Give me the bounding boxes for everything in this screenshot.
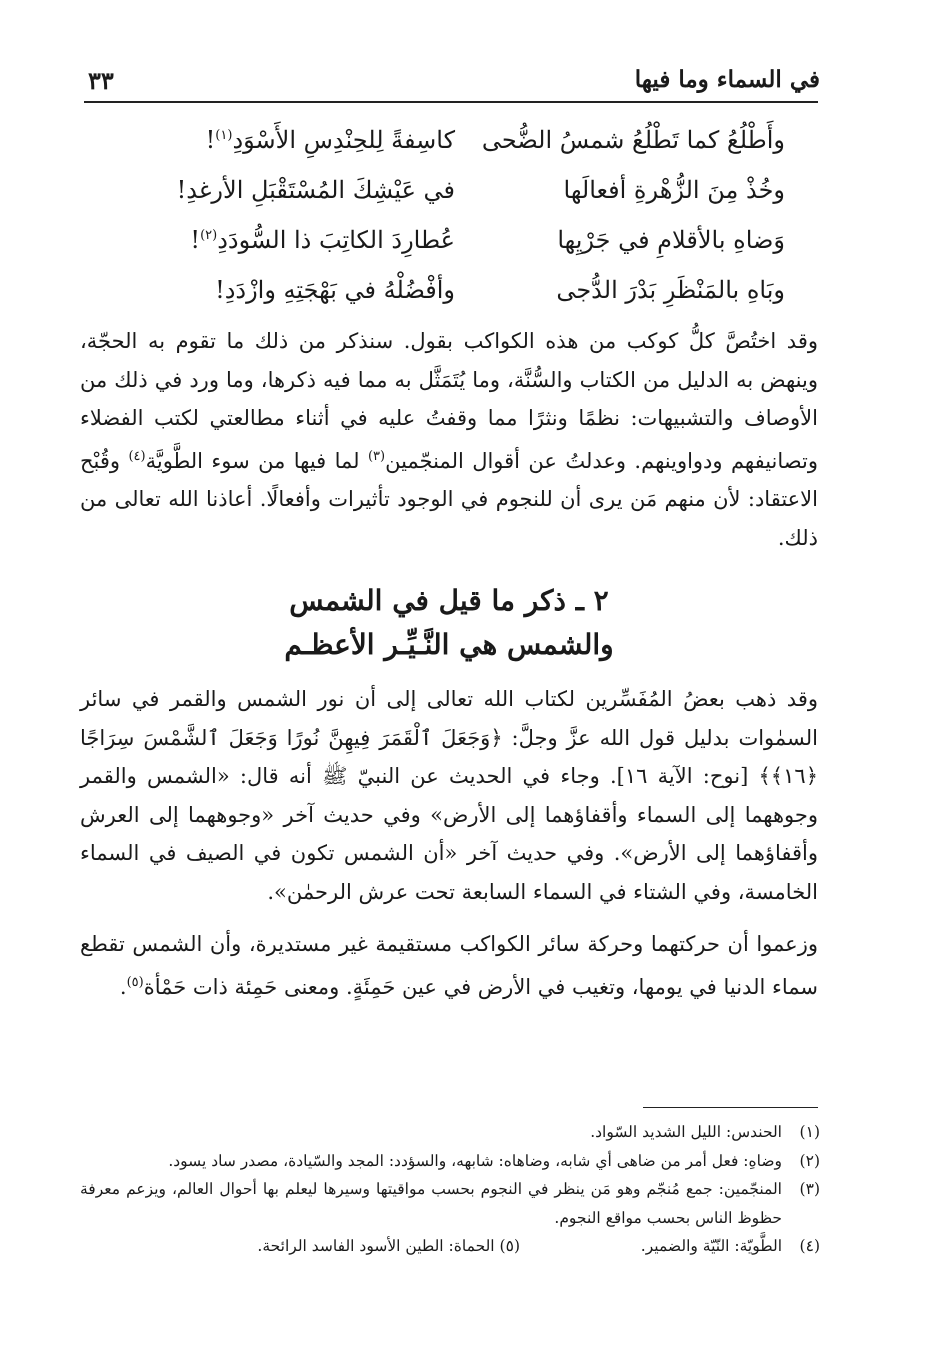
footnote-number: (٣) xyxy=(799,1180,820,1198)
verse-line xyxy=(135,270,785,320)
body-paragraph: وقد ذهب بعضُ المُفَسِّرين لكتاب الله تعالى إلى أن نور الشمس والقمر في سائر السمٰوات بدليل قول الله عزَّ وجلَّ: ﴿وَجَعَلَ ٱلْقَمَرَ فِيهِنَّ نُورًا وَجَعَلَ ٱلشَّمْسَ سِرَاجًا ﴿١٦﴾﴾ [نوح: الآية ١٦]. وجاء في الحديث عن النبيّ ﷺ أنه قال: «الشمس والقمر وجوههما إلى السماء وأقفاؤهما إلى الأرض» وفي حديث آخر «وجوههما إلى العرش وأقفاؤهما إلى الأرض». وفي حديث آخر «أن الشمس تكون في الصيف في السماء الخامسة، وفي الشتاء في السماء السابعة تحت عرش الرحمٰن». xyxy=(80,687,818,904)
footnote xyxy=(80,1118,820,1147)
verse-line xyxy=(135,120,785,170)
footnote-text: المنجّمين: جمع مُنجّم وهو مَن ينظر في النجوم بحسب مواقيتها وسيرها ليعلم بها أحوال العالم، ويزعم معرفة حظوظ الناس بحسب مواقع النجوم. xyxy=(80,1180,782,1227)
footnote xyxy=(80,1175,820,1232)
footnote-ref: (٣) xyxy=(367,448,386,464)
footnote-number: (١) xyxy=(799,1123,820,1141)
verse-line xyxy=(135,170,785,220)
verse-second-hemistich: وأفْضُلْهُ في بَهْجَتِهِ وازْدَدِ! xyxy=(215,276,455,304)
verse-second-hemistich: كاسِفةً لِلحِنْدِسِ الأَسْوَدِ$^{(١)}$! xyxy=(205,126,455,154)
footnote-number: (٢) xyxy=(799,1151,820,1170)
footnote-text: (٥) الحماة: الطين الأسود الفاسد الرائحة. xyxy=(257,1237,520,1255)
footnote xyxy=(80,1147,820,1176)
footnote-ref: (٤) xyxy=(128,448,146,464)
verse-second-hemistich: عُطارِدَ الكاتِبَ ذا السُّودَدِ$^{(٢)}$! xyxy=(190,226,455,254)
verse-first-hemistich: وخُذْ مِنَ الزُّهْرةِ أفعالَها xyxy=(563,176,785,204)
section-heading: ٢ ـ ذكر ما قيل في الشمس xyxy=(289,584,609,617)
verse-line xyxy=(135,220,785,270)
page-number: ٣٣ xyxy=(88,66,114,95)
footnote-text: وضاهِ: فعل أمر من ضاهى أي شابه، وضاهاه: شابهه، والسؤدد: المجد والسّيادة، مصدر ساد يسود. xyxy=(168,1151,782,1170)
body-paragraph: وزعموا أن حركتهما وحركة سائر الكواكب مستقيمة غير مستديرة، وأن الشمس تقطع سماء الدنيا في يومها، وتغيب في الأرض في عين حَمِئَةٍ. ومعنى حَمِئة ذات حَمْأة$^{(٥)}$. xyxy=(80,932,818,999)
verse-first-hemistich: وَضاهِ بالأقلامِ في جَرْيِها xyxy=(557,226,785,254)
poem-verses xyxy=(135,120,785,320)
footnote-ref: (٥) xyxy=(126,974,144,990)
verse-first-hemistich: وأَطْلُعُ كما تَطْلُعُ شمسُ الضُّحى xyxy=(481,126,785,154)
page-header xyxy=(88,62,820,102)
verse-second-hemistich: في عَيْشِكَ المُسْتَقْبَلِ الأرغدِ! xyxy=(176,176,455,204)
body-paragraph: وقد اختُصَّ كلُّ كوكب من هذه الكواكب بقول. سنذكر من ذلك ما تقوم به الحجّة، وينهض به الدليل من الكتاب والسُّنَّة، وما يُتَمَثَّل به مما فيه ذكرها، وما ورد في ذلك من الأوصاف والتشبيهات: نظمًا ونثرًا مما وقفتُ عليه في أثناء مطالعتي لكتب الفضلاء وتصانيفهم ودواوينهم. وعدلتُ عن أقوال المنجّمين$^{(٣)}$ لما فيها من سوء الطَّويَّة$^{(٤)}$ وقُبْح الاعتقاد: لأن منهم مَن يرى أن للنجوم في الوجود تأثيرات وأفعالًا. أعاذنا الله تعالى من ذلك. xyxy=(80,329,818,550)
footnote-number: (٤) xyxy=(799,1237,820,1255)
footnote-ref: (٢) xyxy=(200,228,218,243)
footnote-text: الحندس: الليل الشديد السّواد. xyxy=(590,1123,782,1141)
footnote-text: الطَّويّة: النّيّة والضمير. xyxy=(640,1237,782,1255)
footnote-rule xyxy=(643,1107,818,1108)
verse-first-hemistich: وبَاهِ بالمَنْظَرِ بَدْرَ الدُّجى xyxy=(556,276,785,304)
footnotes xyxy=(80,1118,820,1261)
section-subheading: والشمس هي النَّـيِّـر الأعظـم xyxy=(284,628,614,661)
running-title: في السماء وما فيها xyxy=(634,66,820,93)
footnote-pair xyxy=(80,1232,820,1261)
footnote-ref: (١) xyxy=(215,128,233,143)
header-rule xyxy=(84,101,818,103)
